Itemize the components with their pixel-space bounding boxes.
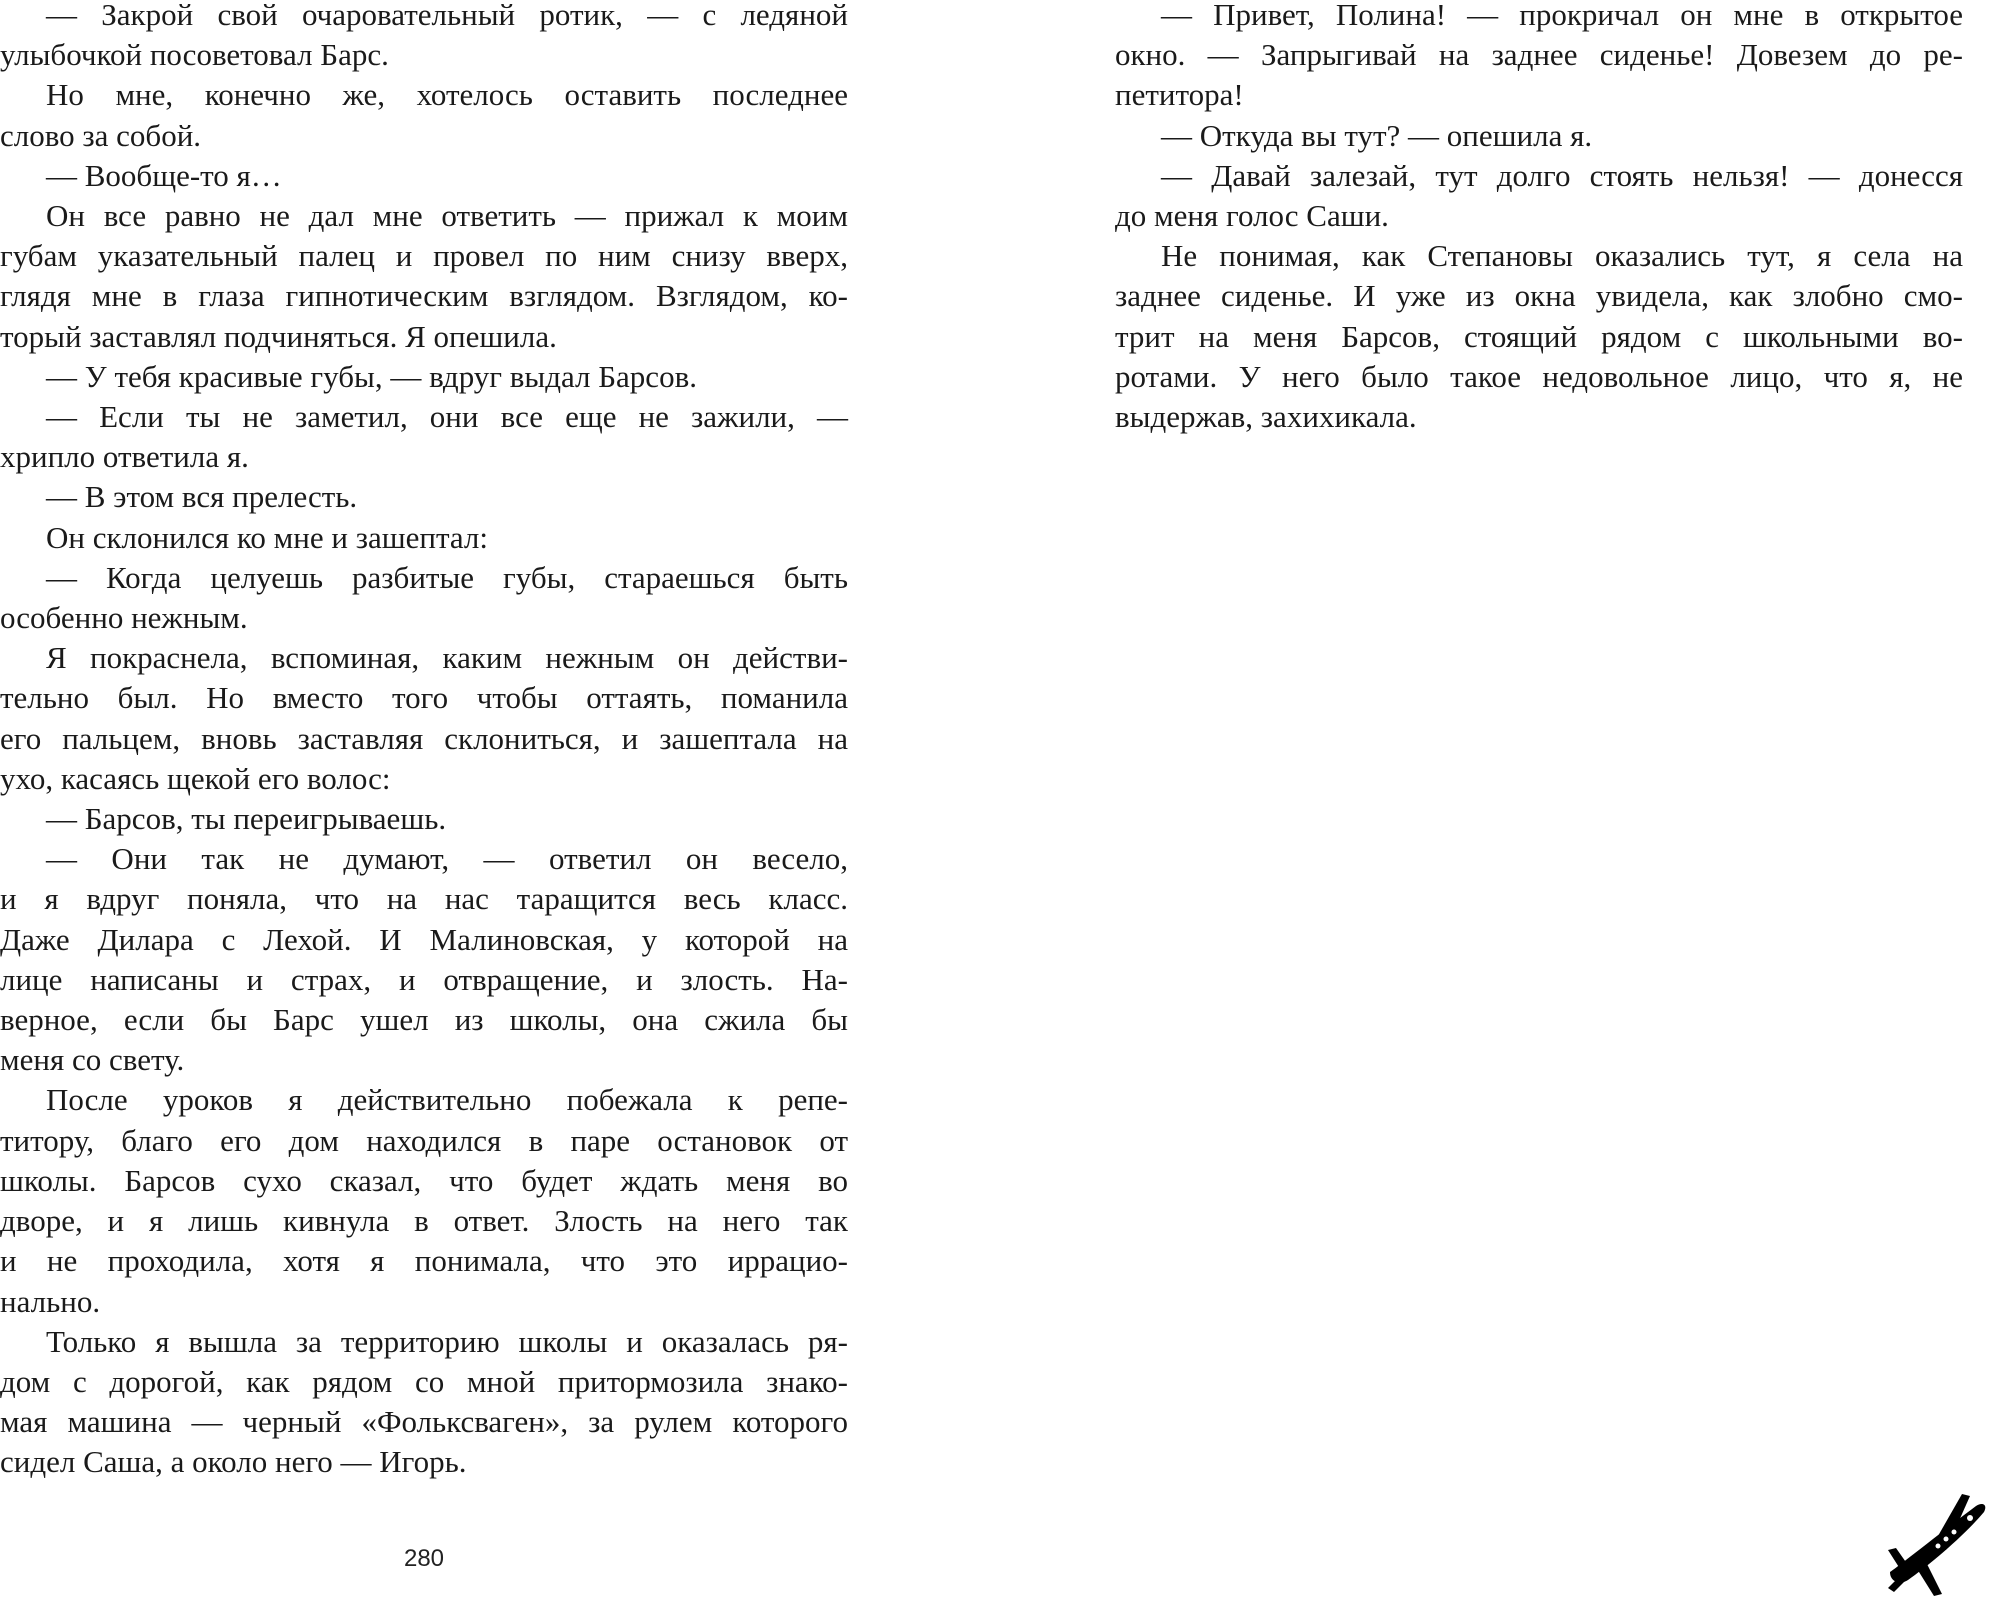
airplane-icon [1884, 1492, 1992, 1596]
text-line: трит на меня Барсов, стоящий рядом с школьными во- [1115, 318, 1963, 354]
text-line: Не понимая, как Степановы оказались тут, я села на [1161, 238, 1963, 274]
text-line: губам указательный палец и провел по ним снизу вверх, [0, 238, 848, 274]
text-line: сидел Саша, а около него — Игорь. [0, 1444, 467, 1480]
text-line: — Вообще-то я… [46, 157, 282, 193]
text-line: — Они так не думают, — ответил он весело, [46, 841, 848, 877]
text-line: ухо, касаясь щекой его волос: [0, 760, 391, 796]
text-line: Даже Дилара с Лехой. И Малиновская, у которой на [0, 921, 848, 957]
text-line: — Если ты не заметил, они все еще не зажили, — [46, 399, 848, 435]
text-line: Но мне, конечно же, хотелось оставить последнее [46, 77, 848, 113]
text-line: После уроков я действительно побежала к репе- [46, 1082, 848, 1118]
paragraph [0, 397, 848, 477]
text-line: глядя мне в глаза гипнотическим взглядом. Взглядом, ко- [0, 278, 848, 314]
text-line: тельно был. Но вместо того чтобы оттаять, поманила [0, 680, 848, 716]
paragraph [1115, 116, 1963, 156]
paragraph [0, 558, 848, 638]
paragraph [0, 1080, 848, 1321]
text-line: его пальцем, вновь заставляя склониться, и зашептала на [0, 720, 848, 756]
paragraph [0, 357, 848, 397]
paragraph [0, 75, 848, 155]
paragraph [0, 156, 848, 196]
text-line: — У тебя красивые губы, — вдруг выдал Барсов. [46, 358, 697, 394]
text-line: нально. [0, 1283, 101, 1319]
text-line: Он все равно не дал мне ответить — прижал к моим [46, 198, 848, 234]
text-line: — Когда целуешь разбитые губы, стараешься быть [46, 559, 848, 595]
text-line: дом с дорогой, как рядом со мной притормозила знако- [0, 1363, 848, 1399]
text-line: ротами. У него было такое недовольное лицо, что я, не [1115, 358, 1963, 394]
text-line: — Давай залезай, тут долго стоять нельзя! — донесся [1161, 157, 1963, 193]
text-line: торый заставлял подчиняться. Я опешила. [0, 318, 557, 354]
text-line: заднее сиденье. И уже из окна увидела, как злобно смо- [1115, 278, 1963, 314]
page-number: 280 [403, 1545, 445, 1572]
text-line: выдержав, захихикала. [1115, 399, 1417, 435]
text-line: петитора! [1115, 77, 1244, 113]
paragraph [0, 518, 848, 558]
paragraph [1115, 156, 1963, 236]
text-line: Он склонился ко мне и зашептал: [46, 519, 488, 555]
paragraph [1115, 0, 1963, 116]
left-page-text [0, 0, 848, 1483]
text-line: до меня голос Саши. [1115, 198, 1389, 234]
paragraph [0, 799, 848, 839]
text-line: мая машина — черный «Фольксваген», за рулем которого [0, 1404, 848, 1440]
paragraph [0, 839, 848, 1080]
text-line: — Привет, Полина! — прокричал он мне в открытое [1161, 0, 1963, 32]
text-line: титору, благо его дом находился в паре остановок от [0, 1122, 848, 1158]
text-line: особенно нежным. [0, 600, 248, 636]
right-page-text [1115, 0, 1963, 437]
text-line: улыбочкой посоветовал Барс. [0, 37, 389, 73]
text-line: верное, если бы Барс ушел из школы, она сжила бы [0, 1002, 848, 1038]
text-line: дворе, и я лишь кивнула в ответ. Злость на него так [0, 1203, 848, 1239]
text-line: и не проходила, хотя я понимала, что это иррацио- [0, 1243, 848, 1279]
paragraph [0, 638, 848, 799]
paragraph [0, 196, 848, 357]
text-line: окно. — Запрыгивай на заднее сиденье! Довезем до ре- [1115, 37, 1963, 73]
paragraph [0, 0, 848, 75]
paragraph [0, 477, 848, 517]
text-line: меня со свету. [0, 1042, 185, 1078]
text-line: слово за собой. [0, 117, 202, 153]
text-line: — Барсов, ты переигрываешь. [46, 801, 447, 837]
text-line: школы. Барсов сухо сказал, что будет ждать меня во [0, 1162, 848, 1198]
text-line: — Закрой свой очаровательный ротик, — с ледяной [46, 0, 848, 32]
text-line: — В этом вся прелесть. [46, 479, 358, 515]
text-line: и я вдруг поняла, что на нас таращится весь класс. [0, 881, 848, 917]
paragraph [0, 1322, 848, 1483]
text-line: — Откуда вы тут? — опешила я. [1161, 117, 1593, 153]
text-line: Только я вышла за территорию школы и оказалась ря- [46, 1323, 848, 1359]
text-line: хрипло ответила я. [0, 439, 249, 475]
text-line: Я покраснела, вспоминая, каким нежным он действи- [46, 640, 848, 676]
paragraph [1115, 236, 1963, 437]
text-line: лице написаны и страх, и отвращение, и злость. На- [0, 961, 848, 997]
